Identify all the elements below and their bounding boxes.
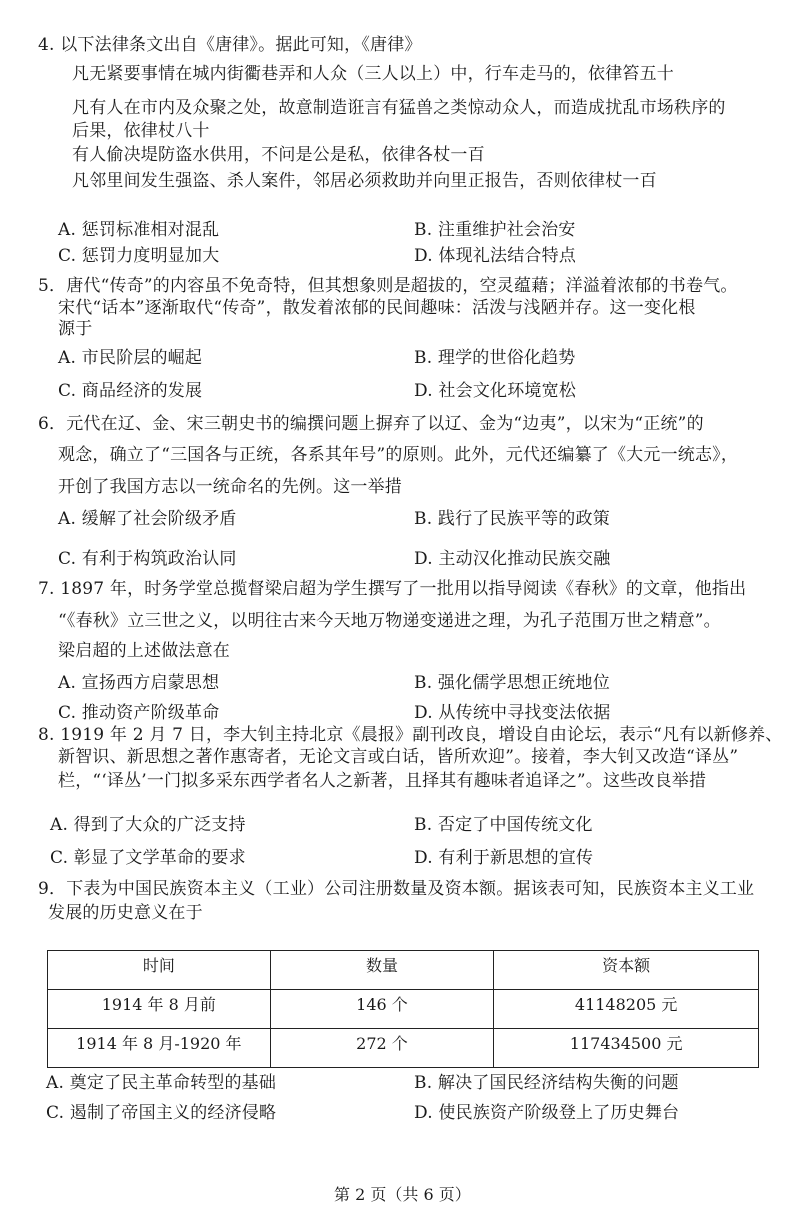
table-row <box>48 990 759 1029</box>
q8-stem-line-2: 新智识、新思想之著作惠寄者，无论文言或白话，皆所欢迎”。接着，李大钊又改造“译丛” <box>58 747 739 767</box>
q6-stem-line-3: 开创了我国方志以一统命名的先例。这一举措 <box>58 477 402 497</box>
q4-option-c[interactable]: C. 惩罚力度明显加大 <box>58 246 220 266</box>
q5-option-d[interactable]: D. 社会文化环境宽松 <box>414 381 577 401</box>
q6-stem-line-1: 6．元代在辽、金、宋三朝史书的编撰问题上摒弃了以辽、金为“边夷”，以宋为“正统”的 <box>38 414 704 434</box>
q5-stem-line-2: 宋代“话本”逐渐取代“传奇”，散发着浓郁的民间趣味：活泼与浅陋并存。这一变化根 <box>58 298 696 318</box>
q6-option-a[interactable]: A. 缓解了社会阶级矛盾 <box>58 509 237 529</box>
table-cell: 117434500 元 <box>494 1029 759 1068</box>
q4-clause-2-cont: 后果，依律杖八十 <box>72 121 210 141</box>
q4-clause-3: 有人偷决堤防盗水供用，不问是公是私，依律各杖一百 <box>72 145 485 165</box>
table-header-row <box>48 951 759 990</box>
q4-clause-2: 凡有人在市内及众聚之处，故意制造诳言有猛兽之类惊动众人，而造成扰乱市场秩序的 <box>72 98 726 118</box>
q5-stem-line-1: 5．唐代“传奇”的内容虽不免奇特，但其想象则是超拔的，空灵蕴藉；洋溢着浓郁的书卷气。 <box>38 276 738 296</box>
table-header-capital: 资本额 <box>494 951 759 990</box>
q9-option-c[interactable]: C. 遏制了帝国主义的经济侵略 <box>46 1103 277 1123</box>
q4-option-d[interactable]: D. 体现礼法结合特点 <box>414 246 577 266</box>
q7-stem-line-2: “《春秋》立三世之义，以明往古来今天地万物递变递进之理，为孔子范围万世之精意”。 <box>58 611 721 631</box>
table-cell: 1914 年 8 月前 <box>48 990 271 1029</box>
q7-option-b[interactable]: B. 强化儒学思想正统地位 <box>414 673 610 693</box>
table-cell: 1914 年 8 月-1920 年 <box>48 1029 271 1068</box>
q4-clause-1: 凡无紧要事情在城内街衢巷弄和人众（三人以上）中，行车走马的，依律笞五十 <box>72 64 674 84</box>
q7-stem-line-1: 7. 1897 年，时务学堂总揽督梁启超为学生撰写了一批用以指导阅读《春秋》的文章，他指出 <box>38 579 747 599</box>
q8-option-b[interactable]: B. 否定了中国传统文化 <box>414 815 593 835</box>
q8-stem-line-3: 栏，“‘译丛’一门拟多采东西学者名人之新著，且择其有趣味者追译之”。这些改良举措 <box>58 771 707 791</box>
q9-option-a[interactable]: A. 奠定了民主革命转型的基础 <box>46 1073 277 1093</box>
q6-option-d[interactable]: D. 主动汉化推动民族交融 <box>414 549 611 569</box>
capital-table <box>47 950 759 1068</box>
q5-option-b[interactable]: B. 理学的世俗化趋势 <box>414 348 576 368</box>
q7-option-a[interactable]: A. 宣扬西方启蒙思想 <box>58 673 220 693</box>
table-header-count: 数量 <box>270 951 494 990</box>
page-number: 第 2 页（共 6 页） <box>334 1185 471 1204</box>
q7-stem-line-3: 梁启超的上述做法意在 <box>58 641 230 661</box>
table-row <box>48 1029 759 1068</box>
table-cell: 41148205 元 <box>494 990 759 1029</box>
q8-option-c[interactable]: C. 彰显了文学革命的要求 <box>50 848 246 868</box>
q7-option-c[interactable]: C. 推动资产阶级革命 <box>58 703 220 723</box>
q8-option-d[interactable]: D. 有利于新思想的宣传 <box>414 848 594 868</box>
table-header-time: 时间 <box>48 951 271 990</box>
q9-stem-line-2: 发展的历史意义在于 <box>48 903 203 923</box>
q7-option-d[interactable]: D. 从传统中寻找变法依据 <box>414 703 611 723</box>
q6-option-b[interactable]: B. 践行了民族平等的政策 <box>414 509 610 529</box>
q5-option-c[interactable]: C. 商品经济的发展 <box>58 381 203 401</box>
q4-option-a[interactable]: A. 惩罚标准相对混乱 <box>58 220 220 240</box>
q6-stem-line-2: 观念，确立了“三国各与正统，各系其年号”的原则。此外，元代还编纂了《大元一统志》， <box>58 445 739 465</box>
q4-clause-4: 凡邻里间发生强盗、杀人案件，邻居必须救助并向里正报告，否则依律杖一百 <box>72 171 657 191</box>
q5-stem-line-3: 源于 <box>58 319 93 339</box>
table-cell: 146 个 <box>270 990 494 1029</box>
q9-option-b[interactable]: B. 解决了国民经济结构失衡的问题 <box>414 1073 679 1093</box>
q8-stem-line-1: 8. 1919 年 2 月 7 日，李大钊主持北京《晨报》副刊改良，增设自由论坛，表示“凡有以新修养、 <box>38 725 783 745</box>
q9-option-d[interactable]: D. 使民族资产阶级登上了历史舞台 <box>414 1103 680 1123</box>
q8-option-a[interactable]: A. 得到了大众的广泛支持 <box>50 815 246 835</box>
q4-option-b[interactable]: B. 注重维护社会治安 <box>414 220 576 240</box>
table-cell: 272 个 <box>270 1029 494 1068</box>
q4-stem: 4. 以下法律条文出自《唐律》。据此可知，《唐律》 <box>38 35 422 55</box>
q5-option-a[interactable]: A. 市民阶层的崛起 <box>58 348 203 368</box>
q6-option-c[interactable]: C. 有利于构筑政治认同 <box>58 549 237 569</box>
q9-stem-line-1: 9．下表为中国民族资本主义（工业）公司注册数量及资本额。据该表可知，民族资本主义工业 <box>38 879 755 899</box>
